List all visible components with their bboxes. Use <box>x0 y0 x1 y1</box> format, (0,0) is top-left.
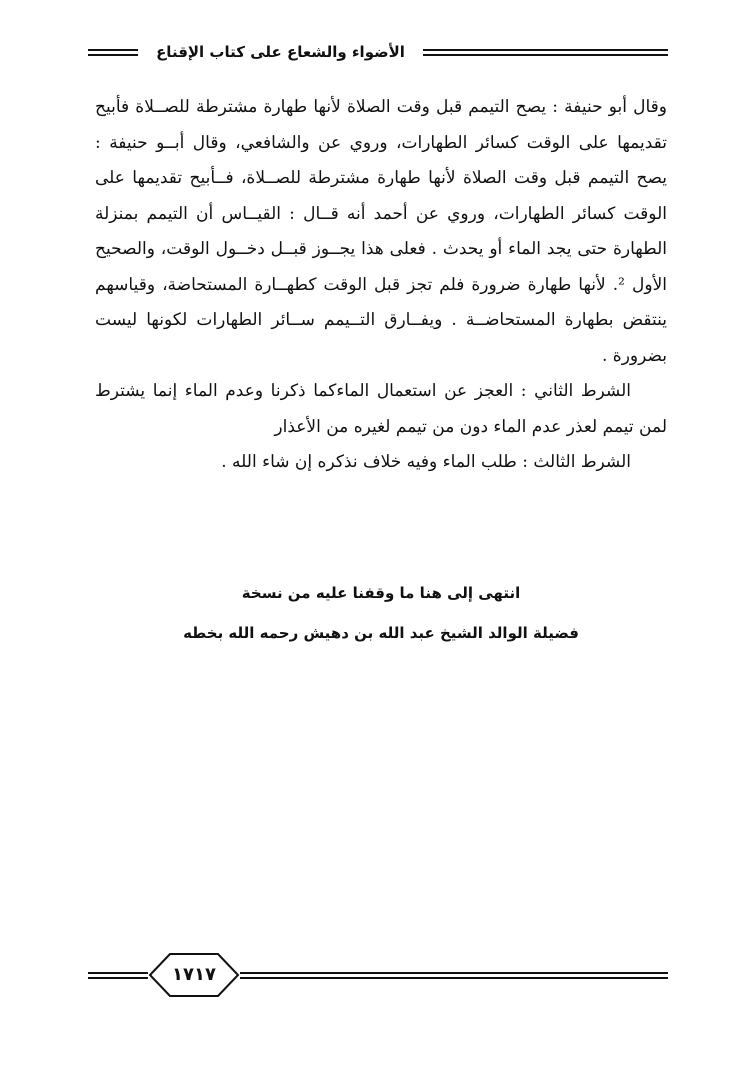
body-text <box>95 90 667 481</box>
header-rule-right <box>423 49 668 56</box>
closing-line-1: انتهى إلى هنا ما وقفنا عليه من نسخة <box>241 584 521 602</box>
running-header <box>88 40 668 66</box>
page-number: ١٧١٧ <box>172 964 216 985</box>
paragraph-2: الشرط الثاني : العجز عن استعمال الماءكما ذكرنا وعدم الماء إنما يشترط لمن تيمم لعذر عدم الماء دون من تيمم لغيره من الأعذار <box>95 381 667 437</box>
paragraph-1: وقال أبو حنيفة : يصح التيمم قبل وقت الصلاة لأنها طهارة مشترطة للصــلاة فأبيح تقديمها على الوقت كسائر الطهارات، وروي عن والشافعي، وقال أبــو حنيفة : يصح التيمم قبل وقت الصلاة لأنها طهارة مشترطة للصــلاة، فــأبيح تقديمها على الوقت كسائر الطهارات، وروي عن أحمد أنه قــال : القيــاس أن التيمم بمنزلة الطهارة حتى يجد الماء أو يحدث . فعلى هذا يجــوز قبــل دخــول الوقت، والصحيح الأول ². لأنها طهارة ضرورة فلم تجز قبل الوقت كطهــارة المستحاضة، وقياسهم ينتقض بطهارة المستحاضــة . ويفــارق التــيمم ســائر الطهارات لكونها ليست بضرورة . <box>95 97 667 366</box>
footer-rule-left <box>88 972 148 979</box>
paragraph-3: الشرط الثالث : طلب الماء وفيه خلاف نذكره إن شاء الله . <box>221 452 631 472</box>
footer-rule-right <box>240 972 668 979</box>
page-footer <box>88 950 668 1000</box>
closing-note <box>95 573 667 653</box>
running-title: الأضواء والشعاع على كتاب الإقناع <box>156 43 405 61</box>
closing-line-2: فضيلة الوالد الشيخ عبد الله بن دهيش رحمه الله بخطه <box>183 624 579 642</box>
header-rule-left <box>88 49 138 56</box>
